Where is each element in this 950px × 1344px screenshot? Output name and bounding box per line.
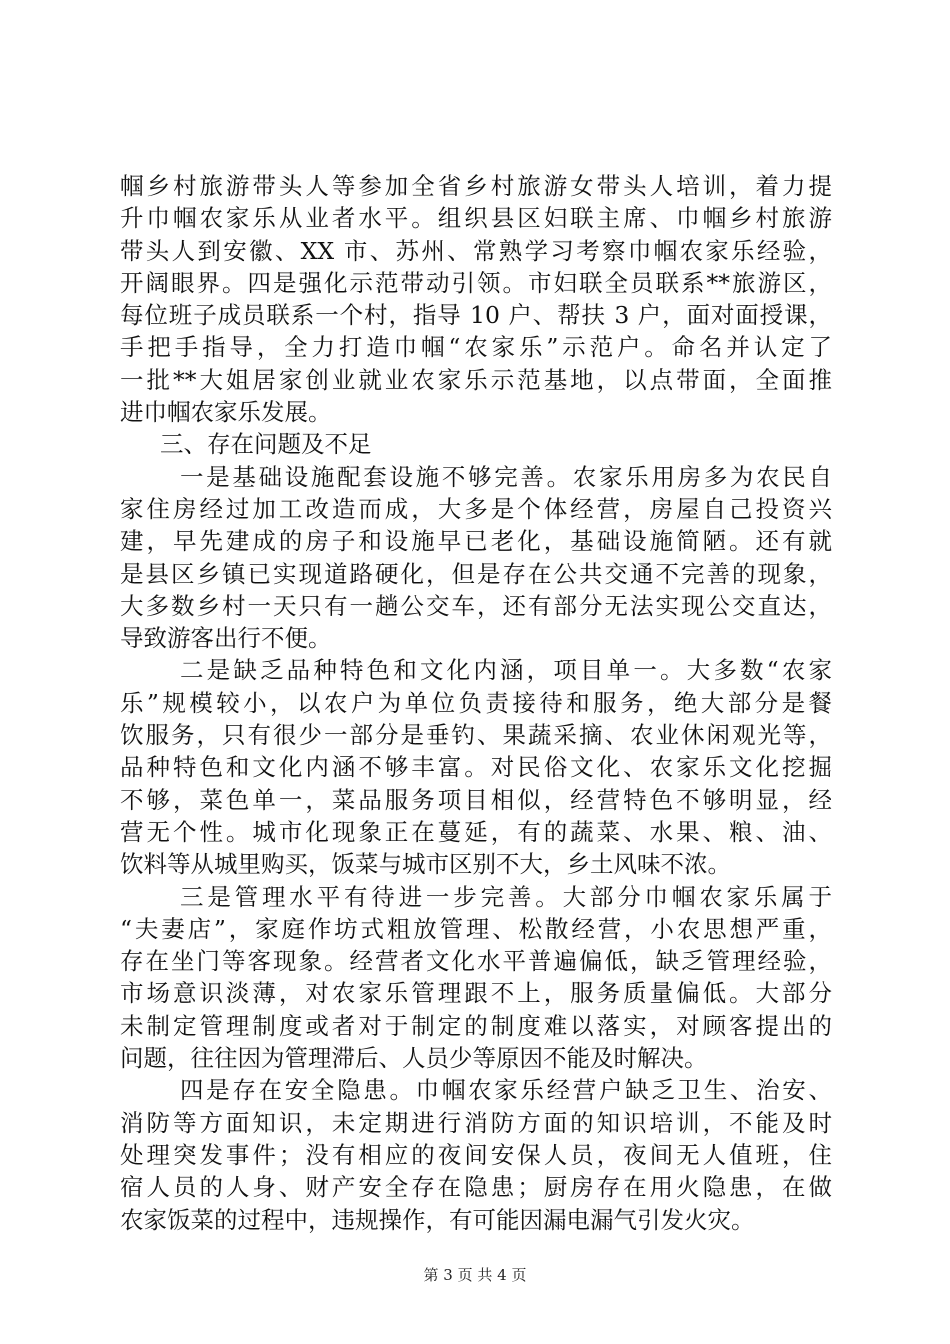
text-line: “夫妻店”，家庭作坊式粗放管理、松散经营，小农思想严重， — [120, 914, 832, 943]
text-line: 存在坐门等客现象。经营者文化水平普遍偏低，缺乏管理经验， — [120, 947, 832, 976]
text-line: 品种特色和文化内涵不够丰富。对民俗文化、农家乐文化挖掘 — [120, 753, 832, 782]
text-line: 一批**大姐居家创业就业农家乐示范基地，以点带面，全面推 — [120, 365, 832, 394]
text-line: 饮服务，只有很少一部分是垂钓、果蔬采摘、农业休闲观光等， — [120, 721, 832, 750]
text-line: 农家饭菜的过程中，违规操作，有可能因漏电漏气引发火灾。 — [120, 1205, 755, 1234]
document-body — [120, 170, 832, 1236]
text-line: 三、存在问题及不足 — [160, 430, 372, 459]
text-line: 建，早先建成的房子和设施早已老化，基础设施简陋。还有就 — [120, 527, 832, 556]
text-line: 进巾帼农家乐发展。 — [120, 398, 332, 427]
text-line: 宿人员的人身、财产安全存在隐患；厨房存在用火隐患，在做 — [120, 1173, 832, 1202]
text-line: 每位班子成员联系一个村，指导 10 户、帮扶 3 户，面对面授课， — [120, 301, 832, 330]
text-line: 是县区乡镇已实现道路硬化，但是存在公共交通不完善的现象， — [120, 559, 832, 588]
text-line: 未制定管理制度或者对于制定的制度难以落实，对顾客提出的 — [120, 1011, 832, 1040]
text-line: 市场意识淡薄，对农家乐管理跟不上，服务质量偏低。大部分 — [120, 979, 832, 1008]
text-line: 升巾帼农家乐从业者水平。组织县区妇联主席、巾帼乡村旅游 — [120, 204, 832, 233]
text-line: 乐”规模较小，以农户为单位负责接待和服务，绝大部分是餐 — [120, 688, 832, 717]
text-line: 一是基础设施配套设施不够完善。农家乐用房多为农民自 — [180, 462, 832, 491]
text-line: 带头人到安徽、XX 市、苏州、常熟学习考察巾帼农家乐经验， — [120, 236, 832, 265]
text-line: 处理突发事件；没有相应的夜间安保人员，夜间无人值班，住 — [120, 1140, 832, 1169]
text-line: 手把手指导，全力打造巾帼“农家乐”示范户。命名并认定了 — [120, 333, 832, 362]
text-line: 二是缺乏品种特色和文化内涵，项目单一。大多数“农家 — [180, 656, 832, 685]
text-line: 三是管理水平有待进一步完善。大部分巾帼农家乐属于 — [180, 882, 832, 911]
text-line: 导致游客出行不便。 — [120, 624, 332, 653]
text-line: 大多数乡村一天只有一趟公交车，还有部分无法实现公交直达， — [120, 591, 832, 620]
text-line: 帼乡村旅游带头人等参加全省乡村旅游女带头人培训，着力提 — [120, 172, 832, 200]
text-line: 问题，往往因为管理滞后、人员少等原因不能及时解决。 — [120, 1044, 708, 1073]
text-line: 营无个性。城市化现象正在蔓延，有的蔬菜、水果、粮、油、 — [120, 817, 832, 846]
text-line: 家住房经过加工改造而成，大多是个体经营，房屋自己投资兴 — [120, 494, 832, 523]
text-line: 消防等方面知识，未定期进行消防方面的知识培训，不能及时 — [120, 1108, 832, 1137]
text-line: 四是存在安全隐患。巾帼农家乐经营户缺乏卫生、治安、 — [180, 1076, 832, 1105]
text-line: 饮料等从城里购买，饭菜与城市区别不大，乡土风味不浓。 — [120, 850, 731, 879]
page-number-footer: 第 3 页 共 4 页 — [423, 1266, 527, 1284]
text-line: 不够，菜色单一，菜品服务项目相似，经营特色不够明显，经 — [120, 785, 832, 814]
text-line: 开阔眼界。四是强化示范带动引领。市妇联全员联系**旅游区， — [120, 268, 832, 297]
